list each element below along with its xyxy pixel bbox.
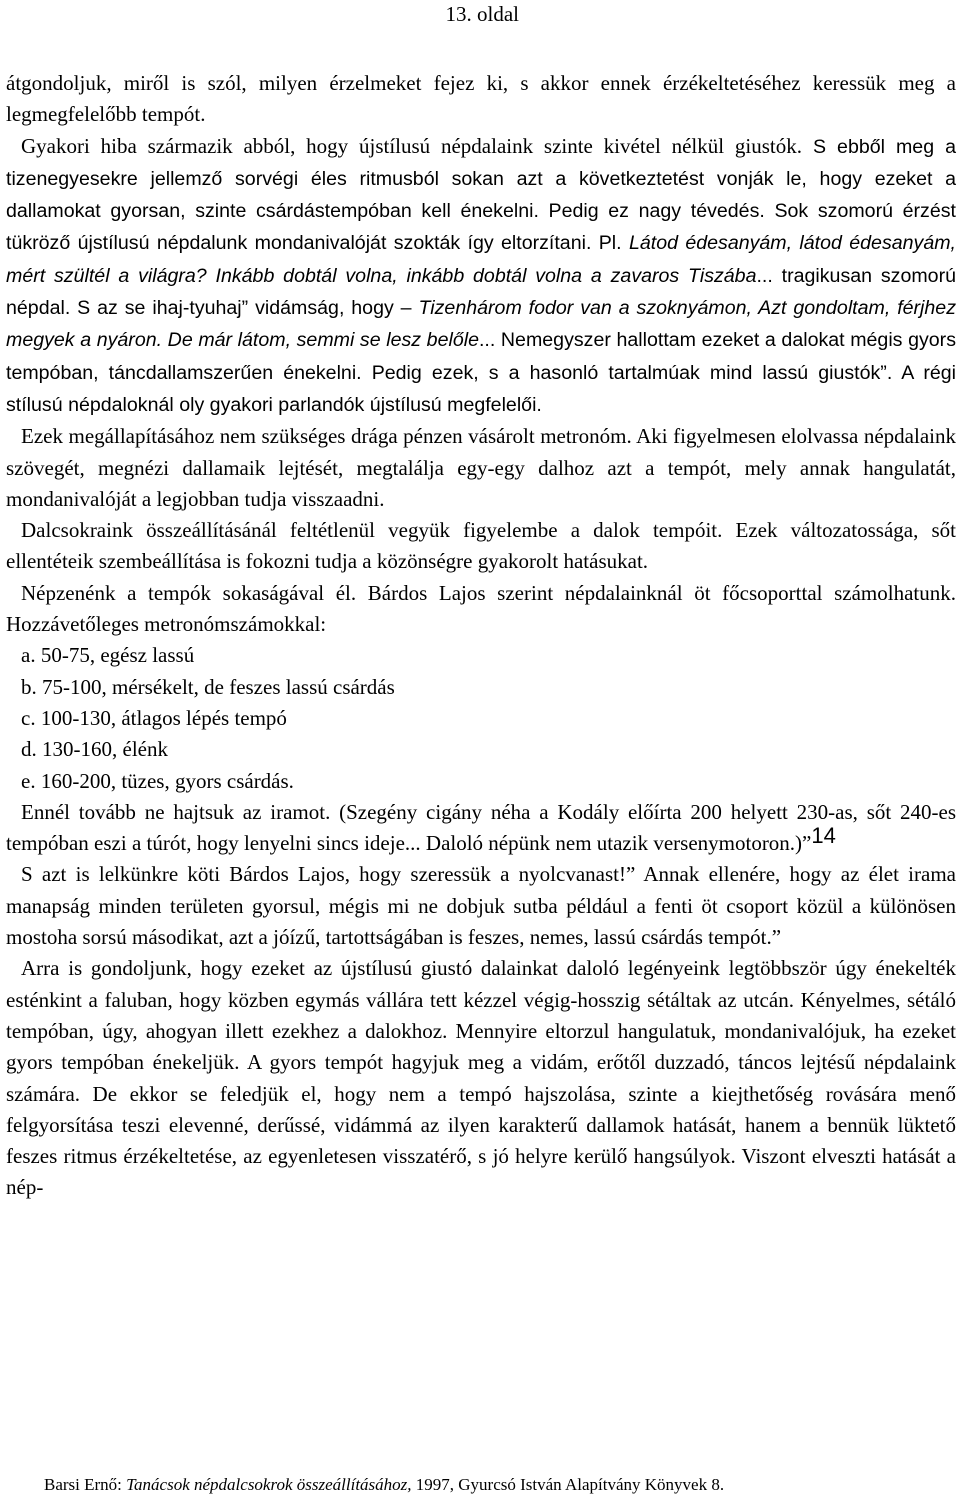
paragraph-7 xyxy=(6,859,956,953)
page-footer xyxy=(44,1474,724,1496)
list-item: e. 160-200, tüzes, gyors csárdás. xyxy=(21,768,294,793)
footer-book-title: Tanácsok népdalcsokrok összeállításához, xyxy=(126,1475,412,1494)
paragraph-3-text: Ezek megállapításához nem szükséges drága pénzen vásárolt metronóm. Aki figyelmesen elolvassa népdalaink szövegét, megnézi dallamaik lejtését, megtalálja egy-egy dalhoz azt a tempót, mely annak hangulatát, mondanivalóját a legjobban tudja visszaadni. xyxy=(6,424,956,511)
song-quote-2: Tizenhárom fodor van a szoknyámon, Azt gondoltam, férjhez megyek a nyáron. De már látom, semmi se lesz belőle xyxy=(6,297,957,352)
paragraph-8 xyxy=(6,953,956,1203)
paragraph-8-text: Arra is gondoljunk, hogy ezeket az újstílusú giustó dalainkat daloló legényeink legtöbbször úgy énekelték esténkint a faluban, hogy közben egymás vállára tett kézzel végig-hosszig sétáltak az utcán. Kényelmes, sétáló tempóban, úgy, ahogyan illett ezekhez a dalokhoz. Mennyire eltorzul hangulatuk, mondanivalójuk, ha ezeket gyors tempóban énekeljük. A gyors tempót hagyjuk meg a vidám, erőtől duzzadó, táncos lejtésű népdalaink számára. De ekkor se feledjük el, hogy nem a tempó hajszolása, szinte a kiejthetőség rovására menő felgyorsítása teszi elevenné, derűssé, vidámmá az ilyen karakterű dallamok hatását, hanem a bennük lüktető feszes ritmus érzékeltetése, az egyenletesen visszatérő, s jó helyre kerülő hangsúlyok. Viszont elveszti hatását a nép- xyxy=(6,956,956,1200)
paragraph-7-text: S azt is lelkünkre köti Bárdos Lajos, hogy szeressük a nyolcvanast!” Annak ellenére, hogy az élet irama manapság minden területen gyorsul, mégis mi ne dobjuk sutba például a fenti öt csoport közül a különösen mostoha sorsú másodikat, azt a jóízű, tartottságában is feszes, nemes, lassú csárdás tempót.” xyxy=(6,862,956,950)
footer-publication-info: 1997, Gyurcsó István Alapítvány Könyvek 8. xyxy=(411,1475,725,1494)
list-item: d. 130-160, élénk xyxy=(21,737,168,762)
paragraph-4-text: Dalcsokraink összeállításánál feltétlenül vegyük figyelembe a dalok tempóit. Ezek változatossága, sőt ellentéteik szembeállítása is fokozni tudja a közönségre gyakorolt hatásukat. xyxy=(6,518,956,574)
list-item: a. 50-75, egész lassú xyxy=(21,643,195,668)
paragraph-2 xyxy=(6,131,956,422)
song-quote-1: Látod édesanyám, látod édesanyám, mért szültél a világra? Inkább dobtál volna, inkább dobtál volna a zavaros Tiszába xyxy=(6,232,956,287)
page-number: 13. oldal xyxy=(445,2,519,26)
paragraph-2-text-d: ... Nemegyszer hallottam ezeket a dalokat mégis gyors tempóban, táncdallamszerűen énekelni. Pedig ezek, s a hasonló tartalmúak mind lassú giustók”. A régi stílusú népdaloknál oly gyakori parlandók újstílusú megfelelői. xyxy=(6,329,956,416)
paragraph-1 xyxy=(6,68,956,131)
paragraph-6-text: Ennél tovább ne hajtsuk az iramot. (Szegény cigány néha a Kodály előírta 200 helyett 230-as, sőt 240-es tempóban eszi a túrót, hogy lenyelni sincs ideje... Daloló népünk nem utazik versenymotoron.)” xyxy=(6,799,956,856)
paragraph-2-text-b: S ebből meg a tizenegyesekre jellemző sorvégi éles ritmusból sokan azt a következtetést vonják le, hogy ezeket a dallamokat gyorsan, szinte csárdástempóban kell énekelni. Pedig ez nagy tévedés. Sok szomorú érzést tükröző újstílusú népdalunk mondanivalóját szokták így eltorzítani. Pl. xyxy=(6,135,956,255)
tempo-list xyxy=(6,640,956,796)
paragraph-5 xyxy=(6,578,956,641)
document-body xyxy=(6,68,956,1204)
paragraph-2-text-a: Gyakori hiba származik abból, hogy újstílusú népdalaink szinte kivétel nélkül giustók. xyxy=(21,133,802,158)
paragraph-6 xyxy=(6,797,956,860)
paragraph-4 xyxy=(6,515,956,578)
paragraph-1-text: átgondoljuk, miről is szól, milyen érzelmeket fejez ki, s akkor ennek érzékeltetéséhez keressük meg a legmegfelelőbb tempót. xyxy=(6,71,956,127)
footnote-marker: 14 xyxy=(811,823,836,849)
paragraph-5-text: Népzenénk a tempók sokaságával él. Bárdos Lajos szerint népdalainknál öt főcsoporttal számolhatunk. Hozzávetőleges metronómszámokkal: xyxy=(6,580,956,637)
list-item: b. 75-100, mérsékelt, de feszes lassú csárdás xyxy=(21,674,395,699)
footer-author: Barsi Ernő: xyxy=(44,1475,127,1494)
paragraph-2-text-c: ... tragikusan szomorú népdal. S az se ihaj-tyuhaj” vidámság, hogy – xyxy=(6,264,956,320)
paragraph-3 xyxy=(6,421,956,515)
list-item: c. 100-130, átlagos lépés tempó xyxy=(21,705,287,730)
